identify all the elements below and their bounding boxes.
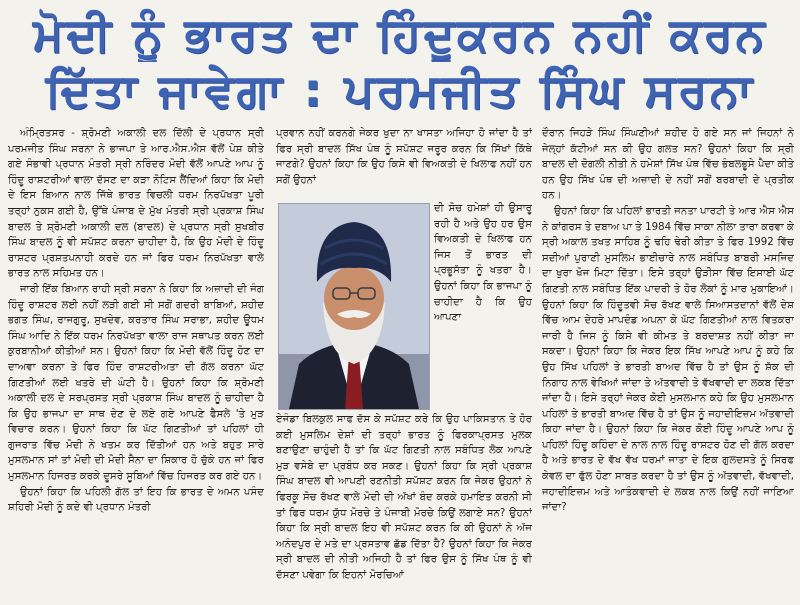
article-column-2-top xyxy=(276,126,532,201)
article-column-2-right xyxy=(434,201,532,412)
article-column-3 xyxy=(542,126,794,605)
article-column-2-bottom xyxy=(276,412,532,605)
article-column-1 xyxy=(8,126,264,605)
paragraph: ਉਹਨਾਂ ਕਿਹਾ ਕਿ ਪਹਿਲਾਂ ਭਾਰਤੀ ਜਨਤਾ ਪਾਰਟੀ ਤੇ ਆਰ ਐਸ ਐਸ ਨੇ ਕਾਂਗਰਸ ਤੇ ਦਬਾਅ ਪਾ ਤੇ 1984 ਵਿੱਚ ਸਾਕਾ ਨੀਲਾ ਤਾਰਾ ਕਰਵਾ ਕੇ ਸ੍ਰੀ ਅਕਾਲ ਤਖਤ ਸਾਹਿਬ ਨੂੰ ਢਹਿ ਢੇਰੀ ਕੀਤਾ ਤੇ ਫਿਰ 1992 ਵਿੱਚ ਸਦੀਆਂ ਪੁਰਾਣੀ ਮੁਸਲਿਮ ਭਾਈਚਾਰੇ ਨਾਲ ਸਬੰਧਿਤ ਬਾਬਰੀ ਮਸਜਿਦ ਦਾ ਖੁਰਾ ਖੋਜ ਮਿਟਾ ਦਿੱਤਾ। ਇਸੇ ਤਰ੍ਹਾਂ ਉੜੀਸਾ ਵਿੱਚ ਇਸਾਈ ਘੱਟ ਗਿਣਤੀ ਨਾਲ ਸਬੰਧਿਤ ਇੱਕ ਪਾਦਰੀ ਤੇ ਹੋਰ ਲੋਕਾਂ ਨੂੰ ਮਾਰ ਮੁਕਾਇਆਂ। ਉਹਨਾਂ ਕਿਹਾ ਕਿ ਹਿੰਦੂਤਵੀ ਸੋਚ ਰੱਖਣ ਵਾਲੇ ਸਿਆਸਤਦਾਨਾਂ ਵੱਲੋਂ ਦੇਸ਼ ਵਿੱਚ ਆਮ ਦੇਹਰੇ ਮਾਪਦੰਡ ਅਪਨਾ ਕੇ ਘੱਟ ਗਿਣਤੀਆਂ ਨਾਲ ਵਿਤਕਰਾ ਜਾਰੀ ਹੈ ਜਿਸ ਨੂੰ ਕਿਸੇ ਵੀ ਕੀਮਤ ਤੇ ਬਰਦਾਸ਼ਤ ਨਹੀਂ ਕੀਤਾ ਜਾ ਸਕਦਾ। ਉਹਨਾਂ ਕਿਹਾ ਕਿ ਜੇਕਰ ਇਕ ਸਿੱਖ ਆਪਣੇ ਆਪ ਨੂੰ ਕਹੇ ਕਿ ਉਹ ਸਿੱਖ ਪਹਿਲਾਂ ਤੇ ਭਾਰਤੀ ਬਾਅਦ ਵਿੱਚ ਹੈ ਤਾਂ ਉਸ ਨੂੰ ਸ਼ੱਕ ਦੀ ਨਿਗਾਹ ਨਾਲ ਵੇਖਿਆਂ ਜਾਂਦਾ ਤੇ ਅੱਤਵਾਦੀ ਤੇ ਵੱਖਵਾਦੀ ਦਾ ਲਕਬ ਦਿੱਤਾ ਜਾਂਦਾ ਹੈ। ਇਸੇ ਤਰ੍ਹਾਂ ਜੇਕਰ ਕੋਈ ਮੁਸਲਮਾਨ ਕਹੇ ਕਿ ਉਹ ਮੁਸਲਮਾਨ ਪਹਿਲਾਂ ਤੇ ਭਾਰਤੀ ਬਾਅਦ ਵਿੱਚ ਹੈ ਤਾਂ ਉਸ ਨੂੰ ਜਹਾਦੀਇਜ਼ਮ ਅੱਤਵਾਦੀ ਕਿਹਾ ਜਾਂਦਾ ਹੈ। ਉਹਨਾਂ ਕਿਹਾ ਕਿ ਜੇਕਰ ਕੋਈ ਹਿੰਦੂ ਆਪਣੇ ਆਪ ਨੂੰ ਪਹਿਲਾਂ ਹਿੰਦੂ ਕਹਿੰਦਾ ਦੇ ਨਾਲ ਨਾਲ ਹਿੰਦੂ ਰਾਸ਼ਟਰ ਹੋਣ ਦੀ ਗੱਲ ਕਰਦਾ ਹੈ ਅਤੇ ਭਾਰਤ ਦੇ ਵੱਖ ਵੱਖ ਧਰਮਾਂ ਜਾਤਾ ਦੇ ਇਕ ਗੁਲਦਸਤੇ ਨੂੰ ਸਿਰਫ ਕੇਵਲ ਦਾ ਫੁੱਲ ਹੋਣਾ ਸਾਬਤ ਕਰਦਾ ਹੈ ਤਾਂ ਉਸ ਨੂੰ ਅੱਤਵਾਦੀ, ਵੱਖਵਾਦੀ, ਜਹਾਦੀਇਜ਼ਮ ਅਤੇ ਆਤੰਕਵਾਦੀ ਦੇ ਲਕਬ ਨਾਲ ਕਿਉਂ ਨਹੀਂ ਜਾਣਿਆ ਜਾਂਦਾ? xyxy=(542,205,794,514)
headline-line-2: ਦਿੱਤਾ ਜਾਵੇਗਾ : ਪਰਮਜੀਤ ਸਿੰਘ ਸਰਨਾ xyxy=(45,63,755,117)
paragraph: ਜਾਰੀ ਇੱਕ ਬਿਆਨ ਰਾਹੀ ਸ੍ਰੀ ਸਰਨਾ ਨੇ ਕਿਹਾ ਕਿ ਅਜ਼ਾਦੀ ਦੀ ਜੰਗ ਹਿੰਦੂ ਰਾਸ਼ਟਰ ਲਈ ਨਹੀਂ ਲੜੀ ਗਈ ਸੀ ਸਗੋਂ ਗਦਰੀ ਬਾਬਿਆਂ, ਸ਼ਹੀਦ ਭਗਤ ਸਿੰਘ, ਰਾਜਗੁਰੂ, ਸੁਖਦੇਵ, ਕਰਤਾਰ ਸਿੰਘ ਸਰਾਭਾ, ਸ਼ਹੀਦ ਊਧਮ ਸਿੰਘ ਆਦਿ ਨੇ ਇੱਕ ਧਰਮ ਨਿਰਪੱਖਤਾ ਵਾਲਾ ਰਾਜ ਸਥਾਪਤ ਕਰਨ ਲਈ ਕੁਰਬਾਨੀਆਂ ਕੀਤੀਆਂ ਸਨ। ਉਹਨਾਂ ਕਿਹਾ ਕਿ ਮੋਦੀ ਵੱਲੋਂ ਹਿੰਦੂ ਹੋਣ ਦਾ ਦਾਅਵਾ ਕਰਨਾ ਤੇ ਫਿਰ ਹਿੰਦ ਰਾਸ਼ਟਰੀਅਤਾ ਦੀ ਗੱਲ ਕਰਨਾ ਘੱਟ ਗਿਣਤੀਆਂ ਲਈ ਖਤਰੇ ਦੀ ਘੰਟੀ ਹੈ। ਉਹਨਾਂ ਕਿਹਾ ਕਿ ਸ਼੍ਰੋਮਣੀ ਅਕਾਲੀ ਦਲ ਦੇ ਸਰਪ੍ਰਸਤ ਸ੍ਰੀ ਪ੍ਰਕਾਸ਼ ਸਿੰਘ ਬਾਦਲ ਨੂੰ ਚਾਹੀਦਾ ਹੈ ਕਿ ਉਹ ਭਾਜਪਾ ਦਾ ਸਾਥ ਦੇਣ ਦੇ ਲਏ ਗਏ ਆਪਣੇ ਫੈਸਲੇ 'ਤੇ ਮੁੜ ਵਿਚਾਰ ਕਰਨ। ਉਹਨਾਂ ਕਿਹਾ ਕਿ ਘੱਟ ਗਿਣਤੀਆਂ ਤਾਂ ਪਹਿਲਾਂ ਹੀ ਗੁਜਰਾਤ ਵਿੱਚ ਮੋਦੀ ਨੇ ਖਤਮ ਕਰ ਦਿੱਤੀਆਂ ਹਨ ਅਤੇ ਬਹੁਤ ਸਾਰੇ ਮੁਸਲਮਾਨ ਸਾਂ ਤਾਂ ਮੋਦੀ ਦੀ ਮੋਦੀ ਸੈਨਾ ਦਾ ਸ਼ਿਕਾਰ ਹੋ ਚੁੱਕੇ ਹਨ ਜਾਂ ਫਿਰ ਮੁਸਲਮਾਨ ਹਿਜਰਤ ਕਰਕੇ ਦੂਸਰੇ ਸੂਬਿਆਂ ਵਿੱਚ ਹਿਜਰਤ ਕਰ ਗਏ ਹਨ। xyxy=(8,283,264,483)
paragraph: ਦੌਰਾਨ ਜਿਹੜੇ ਸਿੰਘ ਸਿੰਘਣੀਆਂ ਸ਼ਹੀਦ ਹੋ ਗਏ ਸਨ ਜਾਂ ਜਿਹਨਾਂ ਨੇ ਜੇਲ੍ਹਾਂ ਕੱਟੀਆਂ ਸਨ ਕੀ ਉਹ ਗਲਤ ਸਨ? ਉਹਨਾਂ ਕਿਹਾ ਕਿ ਸ੍ਰੀ ਬਾਦਲ ਦੀ ਦੋਗਲੀ ਨੀਤੀ ਨੇ ਹਮੇਸ਼ਾਂ ਸਿੱਖ ਪੰਥ ਵਿੱਚ ਭੰਬਲਭੂਸੇ ਪੈਦਾ ਕੀਤੇ ਹਨ ਉਹ ਸਿੱਖ ਪੰਥ ਦੀ ਅਜ਼ਾਦੀ ਦੇ ਨਹੀਂ ਸਗੋਂ ਬਰਬਾਦੀ ਦੇ ਪ੍ਰਤੀਕ ਹਨ। xyxy=(542,128,794,202)
paragraph: ਪ੍ਰਵਾਨ ਨਹੀਂ ਕਰਨਗੇ ਜੇਕਰ ਖੁਦਾ ਨਾ ਖਾਸਤਾ ਅਜਿਹਾ ਹੋ ਜਾਂਦਾ ਹੈ ਤਾਂ ਫਿਰ ਸ੍ਰੀ ਬਾਦਲ ਸਿੱਖ ਪੰਥ ਨੂੰ ਸਪੱਸ਼ਟ ਜਰੂਰ ਕਰਨ ਕਿ ਸਿੱਖਾਂ ਕਿੱਥੇ ਜਾਣਗੇ? ਉਹਨਾਂ ਕਿਹਾ ਕਿ ਉਹ ਕਿਸੇ ਵੀ ਵਿਅਕਤੀ ਦੇ ਖਿਲਾਫ ਨਹੀਂ ਹਨ ਸਗੋਂ ਉਹਨਾਂ xyxy=(276,128,532,186)
headline xyxy=(0,0,800,120)
paragraph: ਅੰਮ੍ਰਿਤਸਰ - ਸ਼੍ਰੋਮਣੀ ਅਕਾਲੀ ਦਲ ਦਿੱਲੀ ਦੇ ਪ੍ਰਧਾਨ ਸ੍ਰੀ ਪਰਮਜੀਤ ਸਿੰਘ ਸਰਨਾ ਨੇ ਭਾਜਪਾ ਤੇ ਆਰ.ਐਸ.ਐਸ ਵੱਲੋਂ ਪੇਸ਼ ਕੀਤੇ ਗਏ ਸੰਭਾਵੀ ਪ੍ਰਧਾਨ ਮੰਤਰੀ ਸ੍ਰੀ ਨਰਿੰਦਰ ਮੋਦੀ ਵੱਲੋਂ ਆਪਣੇ ਆਪ ਨੂੰ ਹਿੰਦੂ ਰਾਸ਼ਟਰੀਆਂ ਵਾਲਾ ਦੱਸਣ ਦਾ ਕੜਾ ਨੋਟਿਸ ਲੈਂਦਿਆਂ ਕਿਹਾ ਕਿ ਮੋਦੀ ਦੇ ਇਸ ਬਿਆਨ ਨਾਲ ਜਿੱਥੇ ਭਾਰਤ ਵਿਚਲੀ ਧਰਮ ਨਿਰਪੱਖਤਾ ਪੂਰੀ ਤਰ੍ਹਾਂ ਨੁਕਸ ਗਈ ਹੈ, ਉੱਥੇ ਪੰਜਾਬ ਦੇ ਮੁੱਖ ਮੰਤਰੀ ਸ੍ਰੀ ਪ੍ਰਕਾਸ਼ ਸਿੰਘ ਬਾਦਲ ਤੇ ਸ਼੍ਰੋਮਣੀ ਅਕਾਲੀ ਦਲ (ਬਾਦਲ) ਦੇ ਪ੍ਰਧਾਨ ਸ੍ਰੀ ਸੁਖਬੀਰ ਸਿੰਘ ਬਾਦਲ ਨੂੰ ਵੀ ਸਪੱਸ਼ਟ ਕਰਨਾ ਚਾਹੀਦਾ ਹੈ, ਕਿ ਉਹ ਮੋਦੀ ਦੇ ਹਿੰਦੂ ਰਾਸ਼ਟਰ ਪ੍ਰਸ਼ਤਪਨਾਹੀ ਕਰਦੇ ਹਨ ਜਾਂ ਫਿਰ ਧਰਮ ਨਿਰਪੱਖਤਾ ਵਾਲੇ ਭਾਰਤ ਨਾਲ ਸਹਿਮਤ ਹਨ। xyxy=(8,128,264,280)
portrait-illustration xyxy=(279,204,429,409)
paragraph: ਉਹਨਾਂ ਕਿਹਾ ਕਿ ਪਹਿਲੀ ਗੱਲ ਤਾਂ ਇਹ ਕਿ ਭਾਰਤ ਦੇ ਅਮਨ ਪਸੰਦ ਸ਼ਹਿਰੀ ਮੋਦੀ ਨੂੰ ਕਦੇ ਵੀ ਪ੍ਰਧਾਨ ਮੰਤਰੀ xyxy=(8,486,264,514)
portrait-photo xyxy=(278,203,430,410)
paragraph: ਦੀ ਸੋਚ ਹਮੇਸ਼ਾਂ ਹੀ ਉਸਾਰੂ ਰਹੀ ਹੈ ਅਤੇ ਉਹ ਹਰ ਉਸ ਵਿਅਕਤੀ ਦੇ ਖਿਲਾਫ ਹਨ ਜਿਸ ਤੋਂ ਭਾਰਤ ਦੀ ਪ੍ਰਭੂਸੱਤਾ ਨੂੰ ਖਤਰਾ ਹੈ। ਉਹਨਾਂ ਕਿਹਾ ਕਿ ਭਾਜਪਾ ਨੂੰ ਚਾਹੀਦਾ ਹੈ ਕਿ ਉਹ ਆਪਣਾ xyxy=(434,203,532,324)
headline-line-1: ਮੋਦੀ ਨੂੰ ਭਾਰਤ ਦਾ ਹਿੰਦੂਕਰਨ ਨਹੀਂ ਕਰਨ xyxy=(32,7,768,61)
paragraph: ਏਜੰਡਾ ਬਿਲਕੁਲ ਸਾਫ ਦੱਸ ਕੇ ਸਪੱਸ਼ਟ ਕਰੇ ਕਿ ਉਹ ਪਾਕਿਸਤਾਨ ਤੇ ਹੋਰ ਕਈ ਮੁਸਲਿਮ ਦੇਸ਼ਾਂ ਦੀ ਤਰ੍ਹਾਂ ਭਾਰਤ ਨੂੰ ਫਿਰਕਾਪ੍ਰਸਤ ਮੁਲਕ ਬਣਾਉਣਾ ਚਾਹੁੰਦੀ ਹੈ ਤਾਂ ਕਿ ਘੱਟ ਗਿਣਤੀ ਨਾਲ ਸਬੰਧਿਤ ਲੋਕ ਆਪਣੇ ਮੁੜ ਵਸੇਬੇ ਦਾ ਪ੍ਰਬੰਧ ਕਰ ਸਕਣ। ਉਹਨਾਂ ਕਿਹਾ ਕਿ ਸ੍ਰੀ ਪ੍ਰਕਾਸ਼ ਸਿੰਘ ਬਾਦਲ ਵੀ ਆਪਣੀ ਰਣਨੀਤੀ ਸਪੱਸ਼ਟ ਕਰਨ ਕਿ ਜੇਕਰ ਉਹਨਾਂ ਨੇ ਫਿਰਕੂ ਸੋਚ ਰੱਖਣ ਵਾਲੇ ਮੋਦੀ ਦੀ ਅੱਖਾਂ ਬੰਦ ਕਰਕੇ ਹਮਾਇਤ ਕਰਨੀ ਸੀ ਤਾਂ ਫਿਰ ਧਰਮ ਯੁੱਧ ਮੋਰਚੇ ਤੇ ਪੰਜਾਬੀ ਮੋਰਚੇ ਕਿਉਂ ਲਗਾਏ ਸਨ? ਉਹਨਾਂ ਕਿਹਾ ਕਿ ਸ੍ਰੀ ਬਾਦਲ ਇਹ ਵੀ ਸਪੱਸ਼ਟ ਕਰਨ ਕਿ ਕੀ ਉਹਨਾਂ ਨੇ ਅੱਜ ਅਨੰਦਪੁਰ ਦੇ ਮਤੇ ਦਾ ਪ੍ਰਸਤਾਵ ਛੱਡ ਦਿੱਤਾ ਹੈ? ਉਹਨਾਂ ਕਿਹਾ ਕਿ ਜੇਕਰ ਸ੍ਰੀ ਬਾਦਲ ਦੀ ਨੀਤੀ ਅਜਿਹੀ ਹੈ ਤਾਂ ਫਿਰ ਉਸ ਨੂੰ ਸਿੱਖ ਪੰਥ ਨੂੰ ਵੀ ਦੱਸਣਾ ਪਵੇਗਾ ਕਿ ਇਹਨਾਂ ਮੋਰਚਿਆਂ xyxy=(276,414,532,581)
